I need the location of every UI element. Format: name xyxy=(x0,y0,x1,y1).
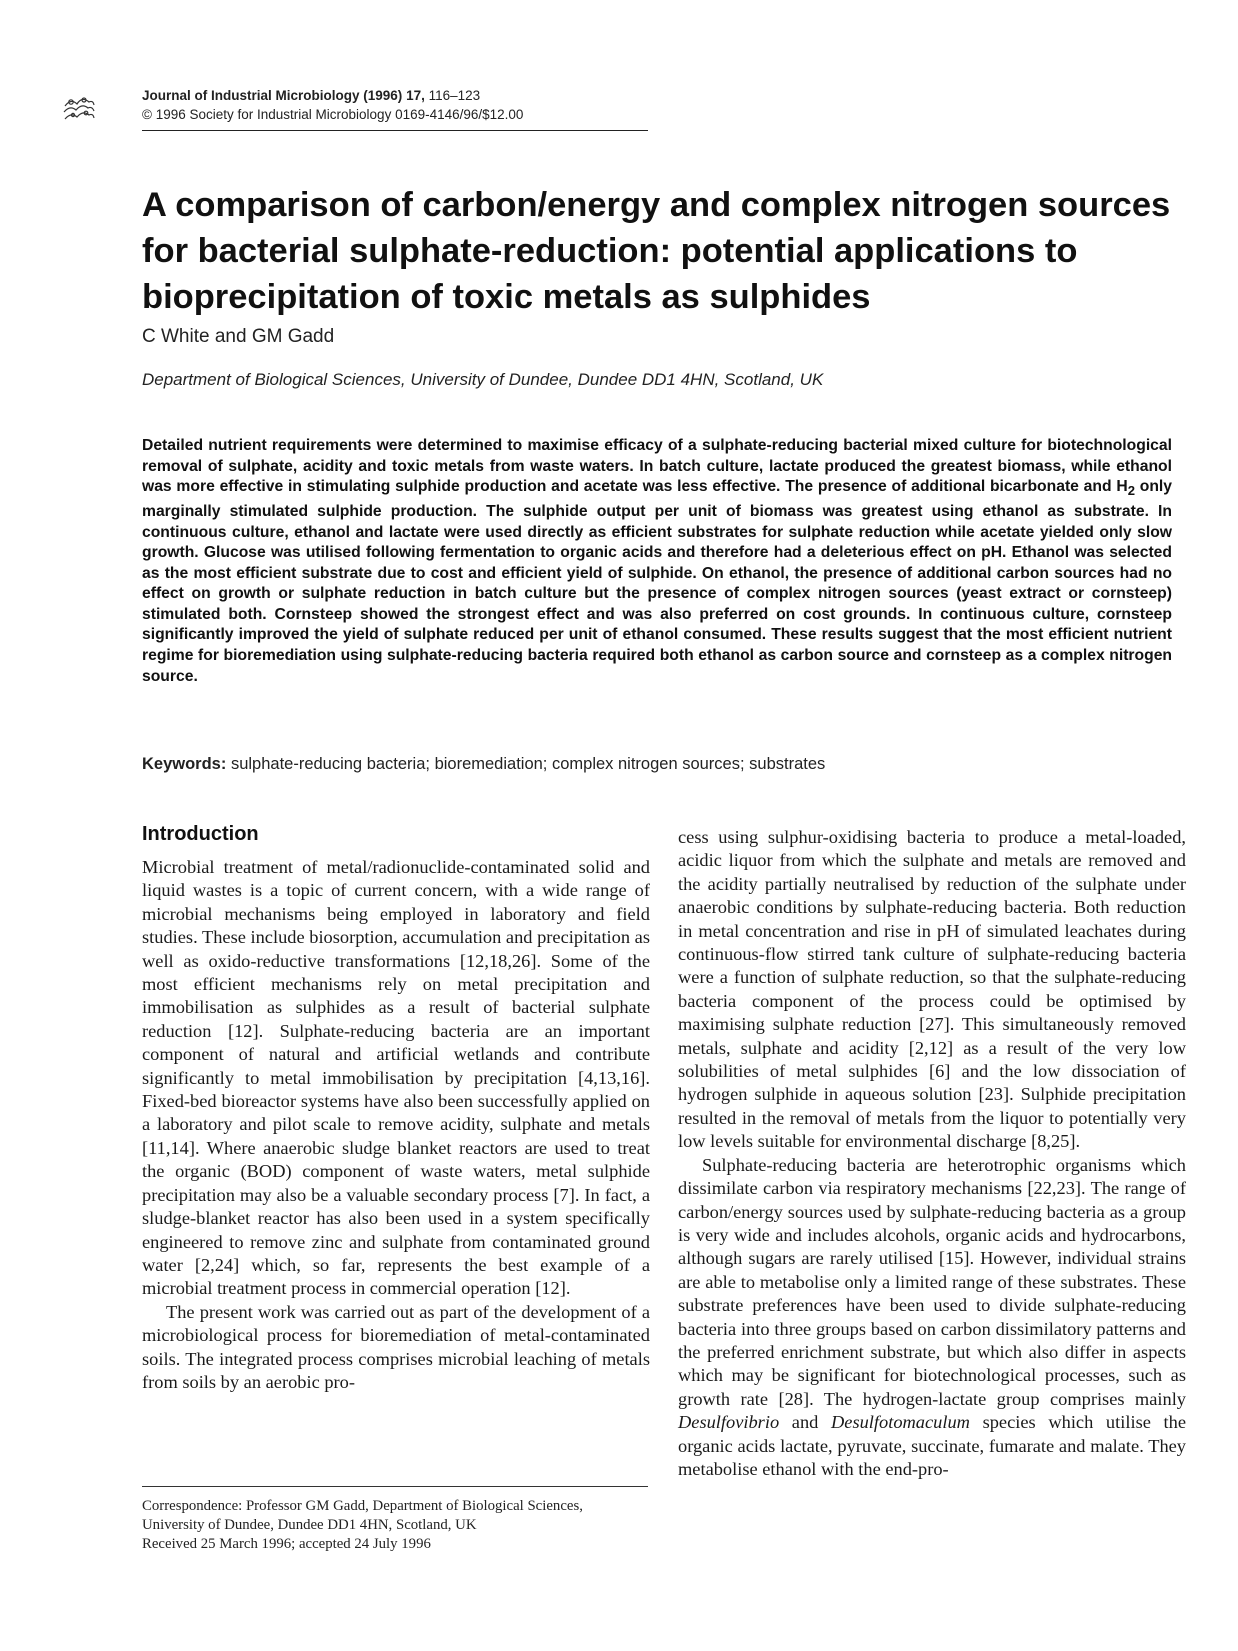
journal-name: Journal of Industrial Microbiology xyxy=(142,88,360,103)
journal-citation xyxy=(142,86,523,105)
genus-desulfotomaculum: Desulfotomaculum xyxy=(831,1412,970,1433)
body-column-right xyxy=(678,826,1186,1481)
society-logo-icon xyxy=(62,92,96,126)
footnote-line-3: Received 25 March 1996; accepted 24 July 1996 xyxy=(142,1536,431,1552)
intro-paragraph-3-part-a: Sulphate-reducing bacteria are heterotrophic organisms which dissimilate carbon via respiratory mechanisms [22,23]. The range of carbon/energy sources used by sulphate-reducing bacteria as a group is very wide and includes alcohols, organic acids and hydrocarbons, although sugars are rarely utilised [15]. However, individual strains are able to metabolise only a limited range of these substrates. These substrate preferences have been used to divide sulphate-reducing bacteria into three groups based on carbon dissimilatory patterns and the preferred enrichment substrate, but which also differ in aspects which may be significant for biotechnological processes, such as growth rate [28]. The hydrogen-lactate group comprises mainly xyxy=(678,1154,1186,1409)
footnote-line-1: Correspondence: Professor GM Gadd, Department of Biological Sciences, xyxy=(142,1498,583,1514)
journal-volume: 17, xyxy=(406,88,425,103)
journal-pages: 116–123 xyxy=(428,88,481,103)
correspondence-footnote xyxy=(142,1497,650,1554)
section-heading-introduction: Introduction xyxy=(142,823,259,845)
conjunction-and: and xyxy=(779,1412,831,1433)
intro-paragraph-2: The present work was carried out as part of the development of a microbiological process for bioremediation of metal-contaminated soils. The integrated process comprises microbial leaching of metals from soils by an aerobic pro- xyxy=(142,1301,650,1392)
article-title: A comparison of carbon/energy and complex nitrogen sources for bacterial sulphate-reduction: potential applications to bioprecipitation of toxic metals as sulphides xyxy=(142,186,1171,316)
footnote-line-2: University of Dundee, Dundee DD1 4HN, Scotland, UK xyxy=(142,1517,477,1533)
intro-paragraph-3-part-b: species which utilise the organic acids lactate, pyruvate, succinate, fumarate and malate. They metabolise ethanol with the end-pro- xyxy=(678,1412,1186,1479)
journal-header xyxy=(142,86,523,124)
abstract xyxy=(142,436,1172,687)
keywords-label: Keywords: xyxy=(142,755,227,773)
authors: C White and GM Gadd xyxy=(142,326,335,347)
abstract-part-2: only marginally stimulated sulphide production. The sulphide output per unit of biomass was greatest using ethanol as substrate. In continuous culture, ethanol and lactate were used directly as efficient substrates for sulphate reduction while acetate yielded only slow growth. Glucose was utilised following fermentation to organic acids and therefore had a deleterious effect on pH. Ethanol was selected as the most efficient substrate due to cost and efficient yield of sulphide. On ethanol, the presence of additional carbon sources had no effect on growth or sulphate reduction in batch culture but the presence of complex nitrogen sources (yeast extract or cornsteep) stimulated both. Cornsteep showed the strongest effect and was also preferred on cost grounds. In continuous culture, cornsteep significantly improved the yield of sulphate reduced per unit of ethanol consumed. These results suggest that the most efficient nutrient regime for bioremediation using sulphate-reducing bacteria required both ethanol as carbon source and cornsteep as a complex nitrogen source. xyxy=(142,478,1172,685)
affiliation: Department of Biological Sciences, University of Dundee, Dundee DD1 4HN, Scotland, UK xyxy=(142,370,824,389)
keywords xyxy=(142,755,825,774)
abstract-part-1: Detailed nutrient requirements were determined to maximise efficacy of a sulphate-reducing bacterial mixed culture for biotechnological removal of sulphate, acidity and toxic metals from waste waters. In batch culture, lactate produced the greatest biomass, while ethanol was more effective in stimulating sulphide production and acetate was less effective. The presence of additional bicarbonate and H xyxy=(142,437,1172,496)
journal-year: (1996) xyxy=(363,88,403,103)
keywords-text: sulphate-reducing bacteria; bioremediation; complex nitrogen sources; substrates xyxy=(226,755,826,773)
genus-desulfovibrio: Desulfovibrio xyxy=(678,1412,780,1433)
body-column-left xyxy=(142,822,650,1394)
footnote-rule xyxy=(142,1486,648,1487)
copyright-line: © 1996 Society for Industrial Microbiology 0169-4146/96/$12.00 xyxy=(142,107,524,122)
abstract-subscript: 2 xyxy=(1127,483,1135,499)
intro-paragraph-3 xyxy=(678,1154,1186,1482)
header-rule xyxy=(142,130,648,131)
intro-paragraph-1: Microbial treatment of metal/radionuclide-contaminated solid and liquid wastes is a topic of current concern, with a wide range of microbial mechanisms being employed in laboratory and field studies. These include biosorption, accumulation and precipitation as well as oxido-reductive transformations [12,18,26]. Some of the most efficient mechanisms rely on metal precipitation and immobilisation as sulphides as a result of bacterial sulphate reduction [12]. Sulphate-reducing bacteria are an important component of natural and artificial wetlands and contribute significantly to metal immobilisation by precipitation [4,13,16]. Fixed-bed bioreactor systems have also been successfully applied on a laboratory and pilot scale to remove acidity, sulphate and metals [11,14]. Where anaerobic sludge blanket reactors are used to treat the organic (BOD) component of waste waters, metal sulphide precipitation may also be a valuable secondary process [7]. In fact, a sludge-blanket reactor has also been used in a system specifically engineered to remove zinc and sulphate from contaminated ground water [2,24] which, so far, represents the best example of a microbial treatment process in commercial operation [12]. xyxy=(142,857,650,1299)
intro-paragraph-2-continued: cess using sulphur-oxidising bacteria to produce a metal-loaded, acidic liquor from which the sulphate and metals are removed and the acidity partially neutralised by reduction of the sulphate under anaerobic conditions by sulphate-reducing bacteria. Both reduction in metal concentration and rise in pH of simulated leachates during continuous-flow stirred tank culture of sulphate-reducing bacteria were a function of sulphate reduction, so that the sulphate-reducing bacteria component of the process could be optimised by maximising sulphate reduction [27]. This simultaneously removed metals, sulphate and acidity [2,12] as a result of the very low solubilities of metal sulphides [6] and the low dissociation of hydrogen sulphide in aqueous solution [23]. Sulphide precipitation resulted in the removal of metals from the liquor to potentially very low levels suitable for environmental discharge [8,25]. xyxy=(678,827,1186,1152)
